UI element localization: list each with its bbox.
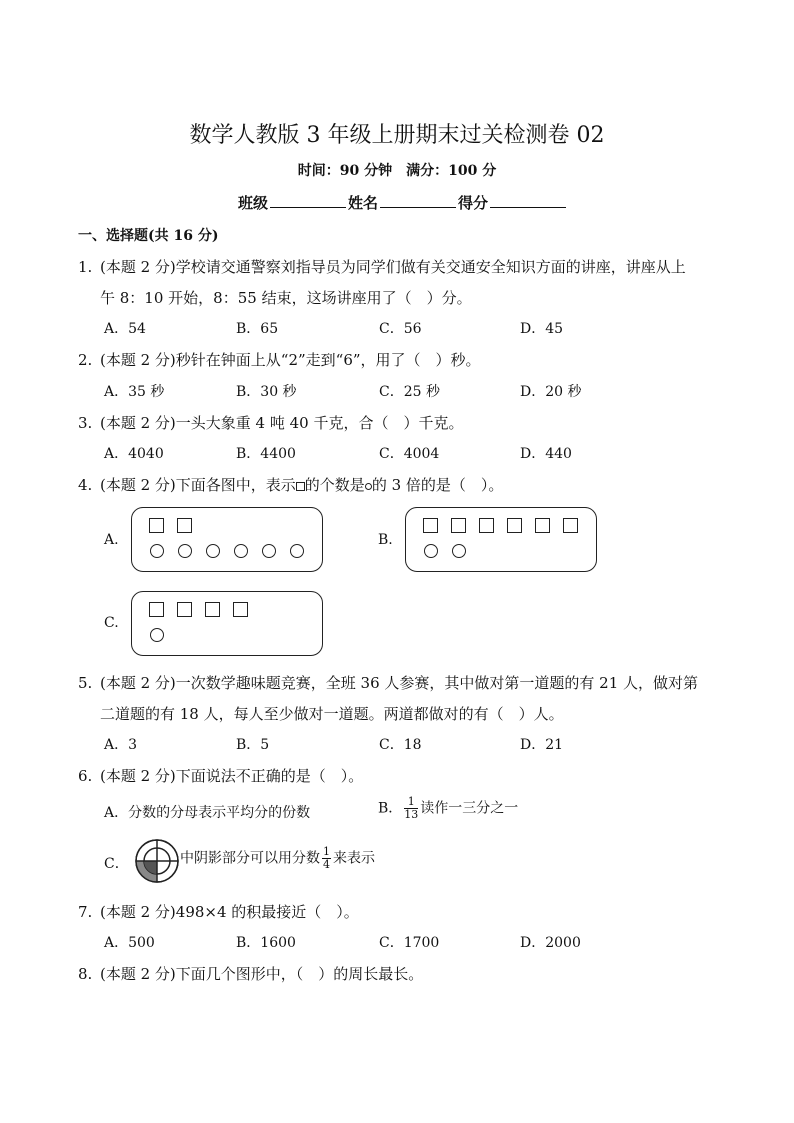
square-icon xyxy=(149,602,164,617)
square-icon xyxy=(149,518,164,533)
square-icon xyxy=(479,518,494,533)
q4-option-a-label[interactable]: A. xyxy=(104,532,119,548)
q3-option-c[interactable]: C．4004 xyxy=(379,446,440,462)
square-icon xyxy=(507,518,522,533)
circle-icon xyxy=(365,483,372,490)
name-blank xyxy=(380,193,456,208)
circle-icon xyxy=(206,544,220,558)
square-icon xyxy=(177,602,192,617)
q7-option-a[interactable]: A．500 xyxy=(104,935,155,951)
fraction-one-thirteenth: $\frac{1}{13}$ xyxy=(404,795,419,821)
square-icon xyxy=(451,518,466,533)
question-2: 2. (本题 2 分)秒针在钟面上从“2”走到“6”，用了（ ）秒。 xyxy=(78,351,481,369)
page-title: 数学人教版 3 年级上册期末过关检测卷 02 xyxy=(189,123,605,148)
q5-option-c[interactable]: C．18 xyxy=(379,737,422,753)
question-6: 6. (本题 2 分)下面说法不正确的是（ ）。 xyxy=(78,767,364,785)
q7-option-d[interactable]: D．2000 xyxy=(520,935,581,951)
score-label: 得分 xyxy=(458,194,489,212)
question-8: 8. (本题 2 分)下面几个图形中，（ ）的周长最长。 xyxy=(78,965,424,983)
circle-icon xyxy=(150,628,164,642)
circle-icon xyxy=(150,544,164,558)
question-1: 1. (本题 2 分)学校请交通警察刘指导员为同学们做有关交通安全知识方面的讲座，讲座从上 xyxy=(78,258,686,276)
square-icon xyxy=(205,602,220,617)
circle-icon xyxy=(178,544,192,558)
name-label: 姓名 xyxy=(348,194,379,212)
q7-option-b[interactable]: B．1600 xyxy=(236,935,296,951)
square-icon xyxy=(177,518,192,533)
circle-icon xyxy=(290,544,304,558)
q7-option-c[interactable]: C．1700 xyxy=(379,935,440,951)
q3-option-b[interactable]: B．4400 xyxy=(236,446,296,462)
fraction-one-quarter: $\frac{1}{4}$ xyxy=(323,845,330,871)
class-label: 班级 xyxy=(238,194,269,212)
class-blank xyxy=(270,193,346,208)
question-1-line2: 午 8：10 开始，8：55 结束，这场讲座用了（ ）分。 xyxy=(100,289,472,307)
q1-option-d[interactable]: D．45 xyxy=(520,321,564,337)
score-blank xyxy=(490,193,566,208)
question-5-line2: 二道题的有 18 人，每人至少做对一道题。两道都做对的有（ ）人。 xyxy=(100,705,564,723)
q5-option-b[interactable]: B．5 xyxy=(236,737,270,753)
q6-option-a[interactable]: A．分数的分母表示平均分的份数 xyxy=(104,805,311,821)
square-icon xyxy=(535,518,550,533)
q2-option-b[interactable]: B．30 秒 xyxy=(236,384,297,400)
circle-icon xyxy=(262,544,276,558)
q1-option-b[interactable]: B．65 xyxy=(236,321,279,337)
q4-option-c-label[interactable]: C. xyxy=(104,615,119,631)
q6-option-c-label[interactable]: C． xyxy=(104,856,129,872)
circle-icon xyxy=(424,544,438,558)
question-7: 7. (本题 2 分)498×4 的积最接近（ ）。 xyxy=(78,903,359,921)
question-4: 4. (本题 2 分)下面各图中，表示 的个数是 的 3 倍的是（ ）。 xyxy=(78,476,504,494)
q6-option-b[interactable]: B． $\frac{1}{13}$ 读作一三分之一 xyxy=(378,795,519,821)
q4-option-b-box[interactable] xyxy=(405,507,597,572)
square-icon xyxy=(563,518,578,533)
section-title: 一、选择题(共 16 分) xyxy=(78,228,219,244)
q4-option-a-box[interactable] xyxy=(131,507,323,572)
q5-option-a[interactable]: A．3 xyxy=(104,737,138,753)
q3-option-d[interactable]: D．440 xyxy=(520,446,572,462)
exam-meta: 时间：90 分钟 满分：100 分 xyxy=(297,163,497,179)
q4-option-b-label[interactable]: B. xyxy=(378,532,393,548)
q4-option-c-box[interactable] xyxy=(131,591,323,656)
student-info-line xyxy=(238,192,568,213)
q2-option-a[interactable]: A．35 秒 xyxy=(104,384,165,400)
q5-option-d[interactable]: D．21 xyxy=(520,737,564,753)
q2-option-d[interactable]: D．20 秒 xyxy=(520,384,582,400)
shaded-circle-icon xyxy=(134,838,180,884)
square-icon xyxy=(423,518,438,533)
square-icon xyxy=(296,482,305,491)
square-icon xyxy=(233,602,248,617)
q1-option-c[interactable]: C．56 xyxy=(379,321,422,337)
q1-option-a[interactable]: A．54 xyxy=(104,321,146,337)
question-5: 5. (本题 2 分)一次数学趣味题竞赛，全班 36 人参赛，其中做对第一道题的有 21 人，做对第 xyxy=(78,674,699,692)
circle-icon xyxy=(452,544,466,558)
question-3: 3. (本题 2 分)一头大象重 4 吨 40 千克，合（ ）千克。 xyxy=(78,414,464,432)
circle-icon xyxy=(234,544,248,558)
q2-option-c[interactable]: C．25 秒 xyxy=(379,384,440,400)
q6-option-c-text[interactable]: 中阴影部分可以用分数 $\frac{1}{4}$ 来表示 xyxy=(180,845,375,871)
q3-option-a[interactable]: A．4040 xyxy=(104,446,164,462)
